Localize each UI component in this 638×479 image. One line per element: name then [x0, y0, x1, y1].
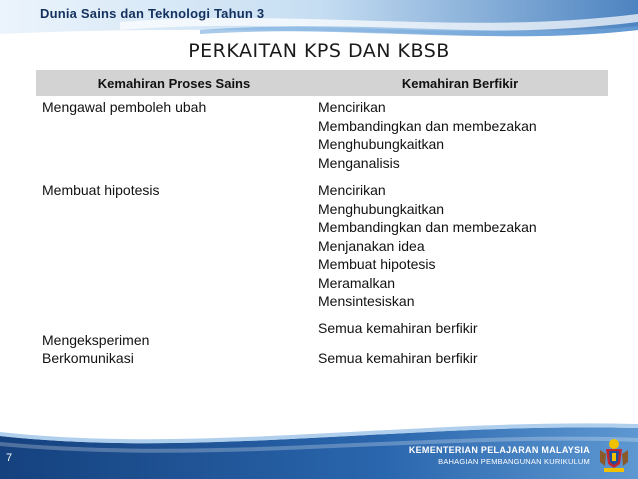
- kb-item: Membandingkan dan membezakan: [318, 219, 537, 235]
- kb-item: Membuat hipotesis: [318, 256, 436, 272]
- ministry-name: KEMENTERIAN PELAJARAN MALAYSIA: [408, 445, 590, 455]
- kps-cell: Berkomunikasi: [42, 350, 134, 366]
- kps-kbsb-table: [36, 70, 608, 368]
- kb-item: Menganalisis: [318, 154, 400, 171]
- table-row: [36, 343, 608, 368]
- kb-item: Membandingkan dan membezakan: [318, 117, 537, 134]
- page-number: 7: [6, 452, 13, 464]
- kps-cell: Mengawal pemboleh ubah: [42, 99, 207, 115]
- table-row: [36, 181, 608, 311]
- kb-item: Menghubungkaitkan: [318, 136, 445, 152]
- division-name: BAHAGIAN PEMBANGUNAN KURIKULUM: [438, 457, 590, 466]
- kb-item: Menghubungkaitkan: [318, 200, 445, 217]
- kb-item: Mencirikan: [318, 182, 386, 198]
- footer-banner: [0, 418, 638, 479]
- kb-item: Menjanakan idea: [318, 237, 425, 254]
- kb-item: Mencirikan: [318, 99, 386, 115]
- kb-item: Semua kemahiran berfikir: [318, 319, 478, 336]
- kb-item: Semua kemahiran berfikir: [318, 350, 478, 366]
- kb-item: Mensintesiskan: [318, 293, 415, 309]
- table-row: [36, 98, 608, 172]
- coat-of-arms-icon: [596, 436, 632, 474]
- kb-cell: [312, 181, 608, 311]
- header-kb: Kemahiran Berfikir: [401, 75, 519, 91]
- kb-cell: [312, 343, 608, 368]
- kps-cell: Mengeksperimen: [42, 331, 150, 348]
- slide-title: PERKAITAN KPS DAN KBSB: [188, 40, 450, 62]
- kb-cell: [312, 98, 608, 172]
- kb-item: Meramalkan: [318, 274, 396, 291]
- kps-cell: Membuat hipotesis: [42, 182, 160, 198]
- header-title: Dunia Sains dan Teknologi Tahun 3: [40, 6, 265, 21]
- table-header: [36, 70, 608, 96]
- header-kps: Kemahiran Proses Sains: [97, 75, 251, 91]
